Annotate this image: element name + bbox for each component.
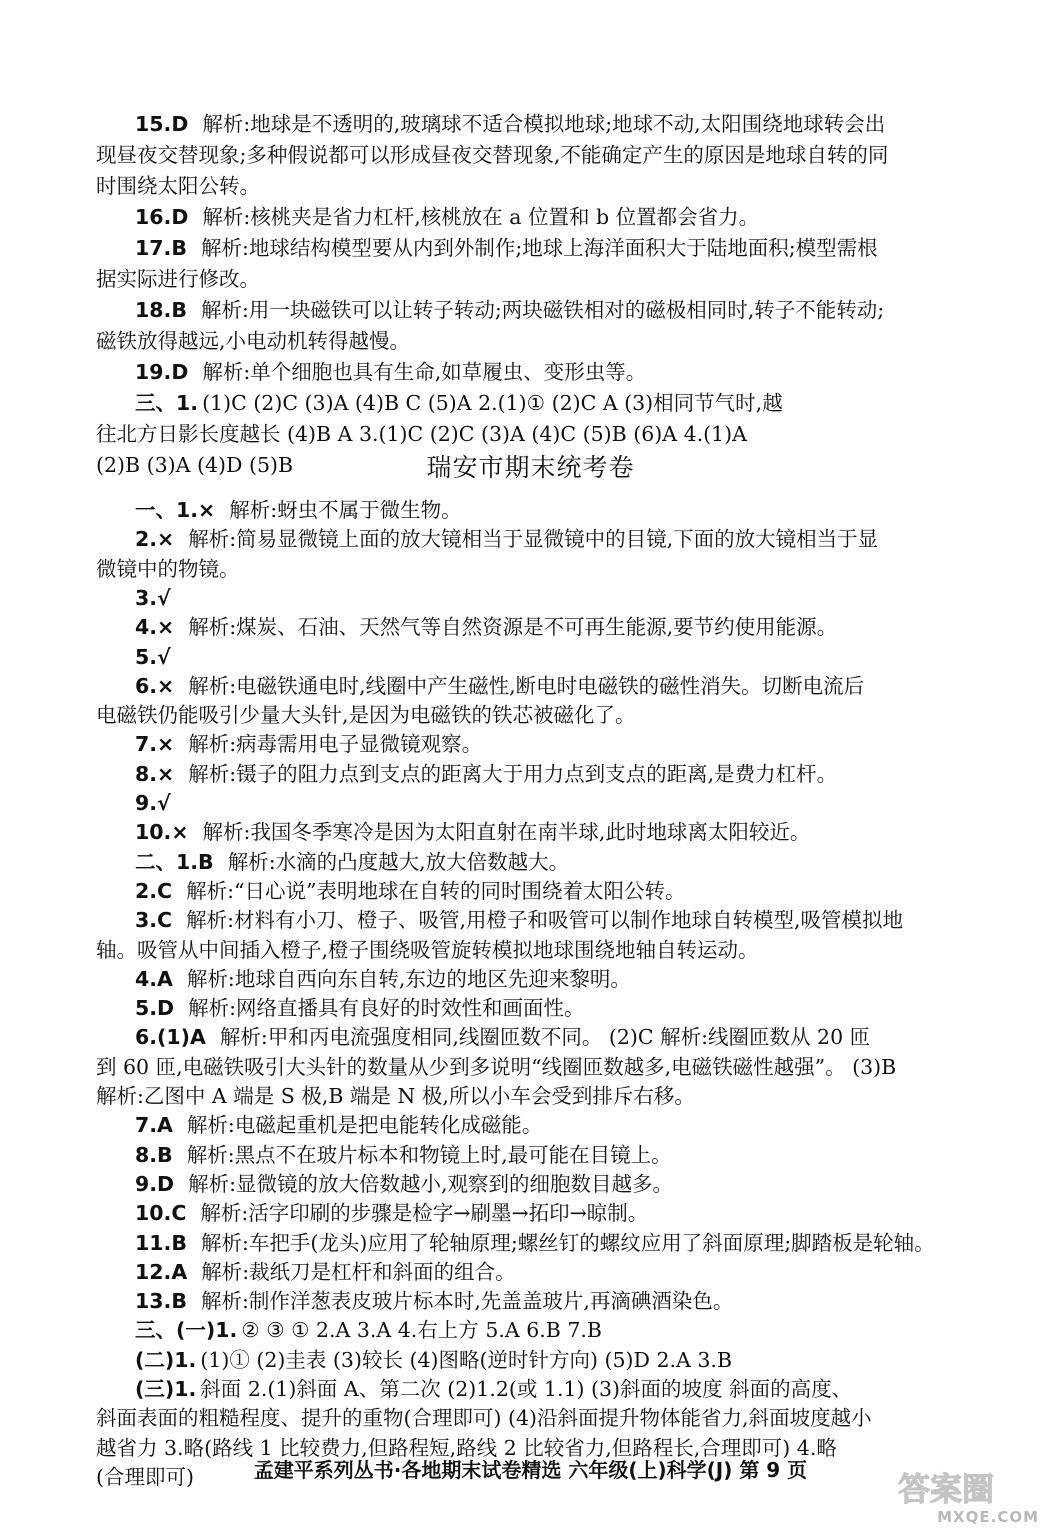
answer-line: [135, 358, 1005, 386]
answer-line: [135, 496, 1005, 524]
question-number: 5.√: [135, 644, 171, 669]
answer-text: (1)① (2)圭表 (3)较长 (4)图略(逆时针方向) (5)D 2.A 3.B: [200, 1347, 733, 1372]
analysis-label: 解析: [188, 1171, 230, 1196]
watermark-logo-text: 答案圈: [898, 1470, 995, 1506]
analysis-label: 解析: [200, 1230, 242, 1255]
question-number: 8.×: [135, 761, 175, 786]
watermark-logo-icon: [890, 1468, 1040, 1506]
answer-text: 磁铁放得越远,小电动机转得越慢。: [96, 329, 411, 353]
analysis-label: 解析: [186, 966, 228, 991]
answer-text: 轴。吸管从中间插入橙子,橙子围绕吸管旋转模拟地球围绕地轴自转运动。: [96, 937, 759, 962]
answer-text: :显微镜的放大倍数越小,观察到的细胞数目越多。: [229, 1171, 673, 1196]
answer-text: :水滴的凸度越大,放大倍数越大。: [268, 849, 570, 874]
answer-line: [135, 1287, 1005, 1315]
answer-text: :“日心说”表明地球在自转的同时围绕着太阳公转。: [227, 878, 686, 903]
answer-text: :电磁铁通电时,线圈中产生磁性,断电时电磁铁的磁性消失。切断电流后: [229, 673, 865, 698]
answer-line: [135, 994, 1005, 1022]
answer-text: 斜面表面的粗糙程度、提升的重物(合理即可) (4)沿斜面提升物体能省力,斜面坡度越小: [96, 1406, 872, 1431]
answer-text: :地球结构模型要从内到外制作;地球上海洋面积大于陆地面积;模型需根: [241, 236, 878, 260]
answer-line: [96, 1053, 966, 1081]
answer-text: (合理即可): [96, 1464, 194, 1489]
question-number: 6.×: [135, 673, 175, 698]
answer-text: (2)B (3)A (4)D (5)B: [96, 453, 294, 477]
question-number: 9.√: [135, 791, 171, 815]
question-number: 4.×: [135, 615, 175, 640]
analysis-label: 解析: [188, 615, 230, 640]
answer-line: [135, 1199, 1005, 1227]
analysis-label: 解析: [188, 732, 230, 757]
answer-line: [135, 1375, 1005, 1403]
analysis-label: 解析: [200, 298, 242, 322]
question-number: 12.A: [135, 1259, 188, 1284]
answer-line: [135, 296, 1005, 324]
analysis-label: 解析: [227, 849, 269, 874]
answer-line: [135, 389, 1005, 417]
answer-text: :材料有小刀、橙子、吸管,用橙子和吸管可以制作地球自转模型,吸管模拟地: [227, 908, 904, 933]
answer-text: 电磁铁仍能吸引少量大头针,是因为电磁铁的铁芯被磁化了。: [96, 703, 636, 728]
analysis-label: 解析: [229, 498, 271, 522]
question-number: 13.B: [135, 1289, 187, 1314]
answer-text: :黑点不在玻片标本和物镜上时,最可能在目镜上。: [227, 1142, 672, 1167]
question-number: 2.×: [135, 527, 175, 552]
answer-line: [96, 141, 966, 169]
question-number: 17.B: [135, 236, 187, 260]
question-number: 9.D: [135, 1171, 175, 1196]
answer-line: [135, 110, 1005, 138]
analysis-label: 解析: [186, 878, 228, 903]
answer-text: :地球是不透明的,玻璃球不适合模拟地球;地球不动,太阳围绕地球转会出: [243, 112, 886, 136]
question-number: 3.√: [135, 585, 171, 610]
answer-text: :网络直播具有良好的时效性和画面性。: [229, 996, 585, 1021]
question-number: (二)1.: [135, 1347, 197, 1372]
analysis-label: 解析: [186, 1113, 228, 1138]
answer-line: [135, 584, 1005, 612]
analysis-label: 解析: [200, 236, 242, 260]
answer-text: :镊子的阻力点到支点的距离大于用力点到支点的距离,是费力杠杆。: [229, 761, 838, 786]
answer-line: [135, 613, 1005, 641]
question-number: 11.B: [135, 1230, 187, 1255]
answer-text: 往北方日影长度越长 (4)B A 3.(1)C (2)C (3)A (4)C (5)B (6)A 4.(1)A: [96, 422, 747, 446]
analysis-label: 解析: [186, 908, 228, 933]
analysis-label: 解析: [219, 1025, 261, 1050]
analysis-label: 解析: [200, 1289, 242, 1314]
analysis-label: 解析: [202, 820, 244, 845]
question-number: 二、1.B: [135, 849, 214, 874]
answer-line: [96, 1082, 966, 1110]
answer-line: [135, 1141, 1005, 1169]
analysis-label: 解析: [188, 527, 230, 552]
question-number: (三)1.: [135, 1377, 197, 1401]
answer-text: 越省力 3.略(路线 1 比较费力,但路程短,路线 2 比较省力,但路程长,合理即可) 4.略: [96, 1435, 837, 1460]
question-number: 15.D: [135, 112, 189, 136]
answer-text: :甲和丙电流强度相同,线圈匝数不同。 (2)C 解析:线圈匝数从 20 匝: [260, 1025, 871, 1050]
answer-text: :用一块磁铁可以让转子转动;两块磁铁相对的磁极相同时,转子不能转动;: [241, 298, 885, 322]
question-number: 10.C: [135, 1201, 187, 1226]
analysis-label: 解析: [188, 996, 230, 1021]
answer-line: [135, 1170, 1005, 1198]
answer-line: [135, 877, 1005, 905]
answer-text: 到 60 匝,电磁铁吸引大头针的数量从少到多说明“线圈匝数越多,电磁铁磁性越强”。 (3)B: [96, 1054, 897, 1079]
question-number: 8.B: [135, 1142, 173, 1167]
answer-text: :车把手(龙头)应用了轮轴原理;螺丝钉的螺纹应用了斜面原理;脚踏板是轮轴。: [241, 1230, 935, 1255]
answer-line: [135, 1111, 1005, 1139]
answer-text: :蚜虫不属于微生物。: [270, 498, 462, 522]
question-number: 10.×: [135, 820, 189, 845]
analysis-label: 解析: [202, 205, 244, 229]
watermark: [890, 1468, 1045, 1528]
answer-line: [135, 906, 1005, 934]
analysis-label: 解析: [188, 761, 230, 786]
answer-line: [135, 1346, 1005, 1374]
answer-line: [135, 643, 1005, 671]
answer-text: :病毒需用电子显微镜观察。: [229, 732, 483, 757]
answer-line: [96, 1404, 966, 1432]
answer-line: [135, 1258, 1005, 1286]
answer-text: (1)C (2)C (3)A (4)B C (5)A 2.(1)① (2)C A (3)相同节气时,越: [202, 391, 783, 415]
answer-line: [135, 730, 1005, 758]
answer-line: [135, 1023, 1005, 1051]
watermark-url: MXQE.COM: [937, 1508, 1039, 1526]
analysis-label: 解析: [202, 360, 244, 384]
answer-text: 斜面 2.(1)斜面 A、第二次 (2)1.2(或 1.1) (3)斜面的坡度 斜面的高度、: [200, 1377, 853, 1401]
answer-line: [135, 965, 1005, 993]
answer-line: [96, 420, 966, 448]
answer-line: [135, 234, 1005, 262]
answer-text: :煤炭、石油、天然气等自然资源是不可再生能源,要节约使用能源。: [229, 615, 838, 640]
analysis-label: 解析: [188, 673, 230, 698]
answer-text: :地球自西向东自转,东边的地区先迎来黎明。: [227, 966, 631, 991]
answer-text: 现昼夜交替现象;多种假说都可以形成昼夜交替现象,不能确定产生的原因是地球自转的同: [96, 143, 889, 167]
answer-text: :我国冬季寒冷是因为太阳直射在南半球,此时地球离太阳较近。: [243, 820, 811, 845]
answer-line: [135, 672, 1005, 700]
question-number: 18.B: [135, 298, 187, 322]
page-footer: 孟建平系列丛书·各地期末试卷精选 六年级(上)科学(J) 第 9 页: [253, 1458, 808, 1482]
answer-text: :活字印刷的步骤是检字→刷墨→拓印→晾制。: [241, 1201, 649, 1226]
answer-text: 时围绕太阳公转。: [96, 174, 260, 198]
question-number: 6.(1)A: [135, 1025, 206, 1050]
question-number: 7.×: [135, 732, 175, 757]
question-number: 16.D: [135, 205, 189, 229]
answer-text: 解析:乙图中 A 端是 S 极,B 端是 N 极,所以小车会受到排斥右移。: [96, 1084, 695, 1108]
answer-text: ② ③ ① 2.A 3.A 4.右上方 5.A 6.B 7.B: [241, 1318, 602, 1343]
answer-text: 据实际进行修改。: [96, 267, 260, 291]
question-number: 4.A: [135, 966, 173, 991]
answer-text: :简易显微镜上面的放大镜相当于显微镜中的目镜,下面的放大镜相当于显: [229, 527, 879, 552]
answer-line: [135, 818, 1005, 846]
question-number: 3.C: [135, 908, 173, 933]
answer-text: :单个细胞也具有生命,如草履虫、变形虫等。: [243, 360, 647, 384]
question-number: 三、1.: [135, 391, 199, 415]
answer-line: [96, 701, 966, 729]
question-number: 一、1.×: [135, 498, 216, 522]
analysis-label: 解析: [202, 112, 244, 136]
answer-line: [96, 327, 966, 355]
question-number: 2.C: [135, 878, 173, 903]
answer-text: :核桃夹是省力杠杆,核桃放在 a 位置和 b 位置都会省力。: [243, 205, 760, 229]
answer-text: 微镜中的物镜。: [96, 556, 240, 581]
question-number: 三、(一)1.: [135, 1318, 238, 1343]
answer-line: [96, 936, 966, 964]
answer-text: :电磁起重机是把电能转化成磁能。: [227, 1113, 543, 1138]
answer-line: [96, 172, 966, 200]
analysis-label: 解析: [201, 1259, 243, 1284]
answer-text: :裁纸刀是杠杆和斜面的组合。: [242, 1259, 516, 1284]
answer-line: [135, 1229, 1005, 1257]
answer-line: [96, 555, 966, 583]
answer-line: [135, 789, 1005, 817]
question-number: 7.A: [135, 1113, 173, 1138]
answer-text: :制作洋葱表皮玻片标本时,先盖盖玻片,再滴碘酒染色。: [241, 1289, 734, 1314]
analysis-label: 解析: [200, 1201, 242, 1226]
answer-line: [135, 760, 1005, 788]
answer-line: [135, 525, 1005, 553]
answer-line: [135, 1316, 1005, 1344]
answer-line: [135, 848, 1005, 876]
section-title: 瑞安市期末统考卷: [426, 453, 635, 482]
analysis-label: 解析: [186, 1142, 228, 1167]
question-number: 5.D: [135, 996, 175, 1021]
answer-line: [96, 265, 966, 293]
question-number: 19.D: [135, 360, 189, 384]
answer-line: [135, 203, 1005, 231]
